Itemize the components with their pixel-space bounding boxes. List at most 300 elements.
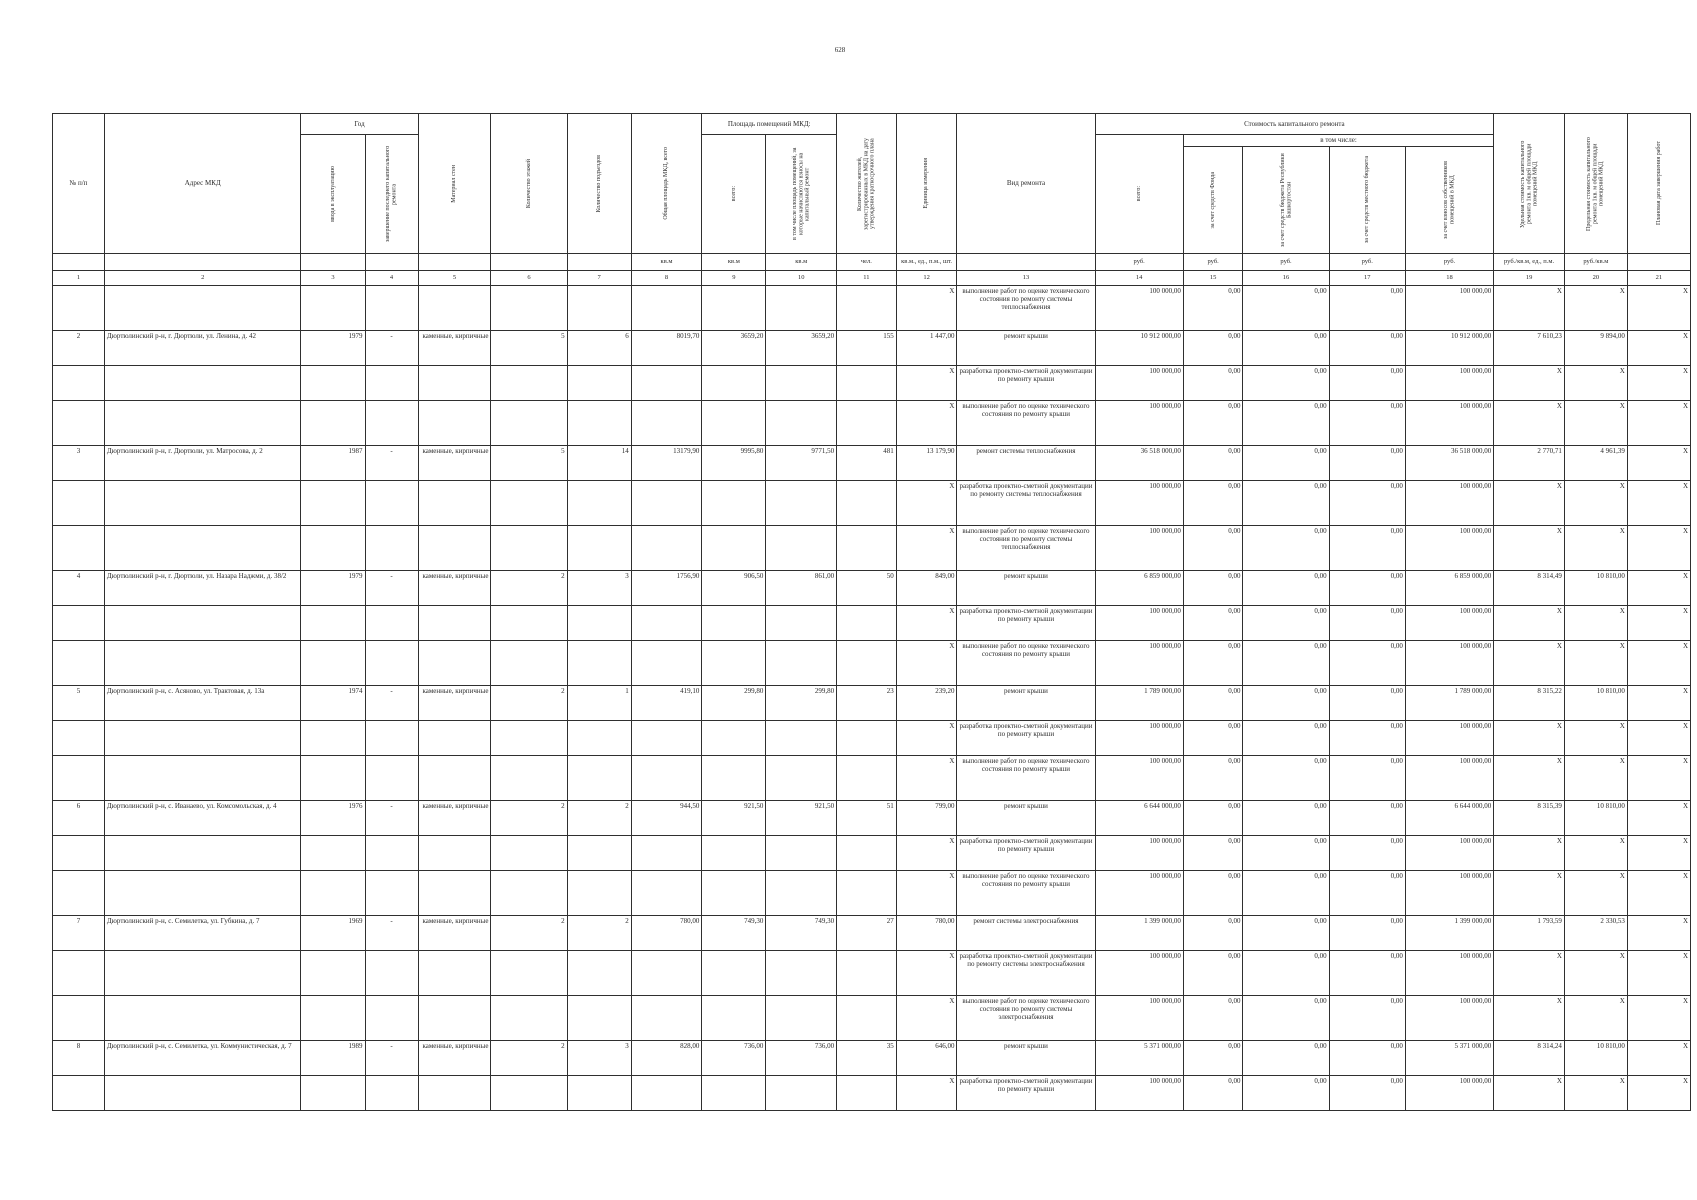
row-number [53,871,105,916]
cost-owners-cell: 100 000,00 [1405,401,1493,446]
entrances-cell [567,1076,631,1111]
column-number-cell: 11 [837,271,897,286]
header-cost-owners-label: за счет взносов собственников помещений в МКД [1443,161,1456,239]
wall-material-cell [418,606,491,641]
limit-cost-cell: 10 810,00 [1564,686,1627,721]
column-number-cell: 14 [1095,271,1183,286]
unit-cell: кв.м [766,254,837,271]
repair-type-cell: ремонт крыши [957,331,1095,366]
floors-cell [491,721,567,756]
table-row [53,401,1691,446]
cost-local-cell: 0,00 [1329,331,1405,366]
cost-owners-cell: 1 399 000,00 [1405,916,1493,951]
unit-cell [104,254,301,271]
column-number-cell: 15 [1183,271,1243,286]
year-commission-cell [301,756,365,801]
premises-paying-cell: 749,30 [766,916,837,951]
limit-cost-cell: 2 330,53 [1564,916,1627,951]
year-commission-cell [301,836,365,871]
cost-fund-cell: 0,00 [1183,951,1243,996]
cost-fund-cell: 0,00 [1183,721,1243,756]
year-last-repair-cell [365,951,418,996]
table-row [53,836,1691,871]
repair-type-cell: разработка проектно-сметной документации по ремонту системы теплоснабжения [957,481,1095,526]
unit-value-cell: 1 447,00 [896,331,957,366]
header-year-last-repair [365,135,418,254]
cost-fund-cell: 0,00 [1183,401,1243,446]
cost-republic-cell: 0,00 [1243,401,1329,446]
row-number [53,756,105,801]
unit-cell: кв.м., ед., п.м., шт. [896,254,957,271]
premises-paying-cell: 921,50 [766,801,837,836]
residents-cell: 155 [837,331,897,366]
year-last-repair-cell: - [365,916,418,951]
floors-cell [491,756,567,801]
repair-type-cell: ремонт крыши [957,571,1095,606]
premises-total-cell [702,401,766,446]
wall-material-cell [418,1076,491,1111]
address-cell [104,526,301,571]
residents-cell [837,401,897,446]
residents-cell [837,366,897,401]
header-residents-label: Количество жителей, зарегистрированных в МКД на дату утверждения краткосрочного плана [856,137,876,230]
cost-total-cell: 5 371 000,00 [1095,1041,1183,1076]
year-commission-cell: 1969 [301,916,365,951]
cost-local-cell: 0,00 [1329,871,1405,916]
premises-paying-cell [766,951,837,996]
cost-fund-cell: 0,00 [1183,526,1243,571]
residents-cell [837,481,897,526]
row-number: 5 [53,686,105,721]
cost-owners-cell: 10 912 000,00 [1405,331,1493,366]
total-area-cell [631,1076,702,1111]
address-cell [104,401,301,446]
residents-cell: 27 [837,916,897,951]
residents-cell [837,641,897,686]
cost-fund-cell: 0,00 [1183,836,1243,871]
cost-total-cell: 100 000,00 [1095,401,1183,446]
wall-material-cell [418,286,491,331]
year-commission-cell [301,1076,365,1111]
total-area-cell [631,606,702,641]
cost-fund-cell: 0,00 [1183,606,1243,641]
cost-total-cell: 10 912 000,00 [1095,331,1183,366]
column-number-cell: 4 [365,271,418,286]
floors-cell [491,951,567,996]
residents-cell [837,871,897,916]
table-row [53,951,1691,996]
row-number: 7 [53,916,105,951]
cost-local-cell: 0,00 [1329,366,1405,401]
unit-cell [957,254,1095,271]
unit-value-cell: X [896,366,957,401]
total-area-cell [631,641,702,686]
address-cell [104,951,301,996]
repair-type-cell: ремонт системы теплоснабжения [957,446,1095,481]
limit-cost-cell: 4 961,39 [1564,446,1627,481]
residents-cell [837,1076,897,1111]
entrances-cell [567,836,631,871]
column-numbers-row [53,271,1691,286]
cost-total-cell: 100 000,00 [1095,996,1183,1041]
row-number: 8 [53,1041,105,1076]
premises-total-cell [702,641,766,686]
year-last-repair-cell: - [365,446,418,481]
table-row [53,1041,1691,1076]
repair-type-cell: ремонт крыши [957,686,1095,721]
address-cell [104,721,301,756]
cost-owners-cell: 100 000,00 [1405,606,1493,641]
year-commission-cell: 1974 [301,686,365,721]
cost-republic-cell: 0,00 [1243,721,1329,756]
cost-republic-cell: 0,00 [1243,571,1329,606]
year-last-repair-cell [365,836,418,871]
cost-local-cell: 0,00 [1329,1076,1405,1111]
limit-cost-cell: 10 810,00 [1564,1041,1627,1076]
cost-local-cell: 0,00 [1329,951,1405,996]
year-last-repair-cell: - [365,331,418,366]
address-cell: Дюртюлинский р-н, с. Иванаево, ул. Комсомольская, д. 4 [104,801,301,836]
cost-owners-cell: 100 000,00 [1405,721,1493,756]
premises-paying-cell [766,286,837,331]
floors-cell: 2 [491,686,567,721]
header-address: Адрес МКД [104,114,301,254]
entrances-cell: 14 [567,446,631,481]
table-row [53,571,1691,606]
cost-republic-cell: 0,00 [1243,286,1329,331]
floors-cell [491,366,567,401]
table-row [53,641,1691,686]
unit-value-cell: 13 179,90 [896,446,957,481]
year-last-repair-cell [365,286,418,331]
premises-total-cell [702,951,766,996]
unit-value-cell: X [896,526,957,571]
address-cell: Дюртюлинский р-н, с. Семилетка, ул. Губкина, д. 7 [104,916,301,951]
year-commission-cell [301,641,365,686]
repair-type-cell: выполнение работ по оценке технического состояния по ремонту системы теплоснабжения [957,526,1095,571]
repair-type-cell: ремонт крыши [957,801,1095,836]
entrances-cell [567,526,631,571]
premises-total-cell [702,756,766,801]
repair-type-cell: разработка проектно-сметной документации по ремонту крыши [957,721,1095,756]
entrances-cell [567,401,631,446]
cost-local-cell: 0,00 [1329,721,1405,756]
entrances-cell [567,951,631,996]
wall-material-cell: каменные, кирпичные [418,446,491,481]
wall-material-cell: каменные, кирпичные [418,1041,491,1076]
premises-paying-cell [766,756,837,801]
header-wall-material [418,114,491,254]
address-cell [104,641,301,686]
row-number [53,836,105,871]
unit-cell: руб./кв.м [1564,254,1627,271]
cost-republic-cell: 0,00 [1243,836,1329,871]
plan-date-cell: X [1627,836,1690,871]
floors-cell [491,401,567,446]
repair-type-cell: разработка проектно-сметной документации по ремонту крыши [957,366,1095,401]
header-year-commission-label: ввода в эксплуатацию [329,166,336,222]
cost-owners-cell: 100 000,00 [1405,526,1493,571]
total-area-cell [631,721,702,756]
row-number [53,526,105,571]
unit-value-cell: 799,00 [896,801,957,836]
year-last-repair-cell [365,401,418,446]
column-number-cell: 13 [957,271,1095,286]
cost-total-cell: 100 000,00 [1095,1076,1183,1111]
cost-republic-cell: 0,00 [1243,871,1329,916]
table-row [53,481,1691,526]
cost-local-cell: 0,00 [1329,641,1405,686]
cost-owners-cell: 6 859 000,00 [1405,571,1493,606]
unit-value-cell: X [896,836,957,871]
row-number: 3 [53,446,105,481]
premises-paying-cell [766,481,837,526]
premises-paying-cell [766,1076,837,1111]
column-number-cell: 8 [631,271,702,286]
header-cost-fund [1183,147,1243,254]
cost-total-cell: 100 000,00 [1095,836,1183,871]
wall-material-cell [418,996,491,1041]
unit-value-cell: 849,00 [896,571,957,606]
cost-republic-cell: 0,00 [1243,331,1329,366]
unit-cell [53,254,105,271]
residents-cell: 35 [837,1041,897,1076]
limit-cost-cell: 10 810,00 [1564,571,1627,606]
column-number-cell: 16 [1243,271,1329,286]
cost-total-cell: 100 000,00 [1095,286,1183,331]
limit-cost-cell: X [1564,871,1627,916]
cost-fund-cell: 0,00 [1183,571,1243,606]
year-commission-cell [301,606,365,641]
premises-total-cell: 3659,20 [702,331,766,366]
cost-republic-cell: 0,00 [1243,686,1329,721]
premises-total-cell [702,721,766,756]
limit-cost-cell: X [1564,836,1627,871]
row-number [53,286,105,331]
unit-cost-cell: X [1494,481,1565,526]
limit-cost-cell: X [1564,481,1627,526]
entrances-cell: 1 [567,686,631,721]
cost-owners-cell: 6 644 000,00 [1405,801,1493,836]
wall-material-cell: каменные, кирпичные [418,801,491,836]
column-number-cell: 18 [1405,271,1493,286]
cost-owners-cell: 100 000,00 [1405,756,1493,801]
residents-cell [837,951,897,996]
row-number [53,481,105,526]
cost-local-cell: 0,00 [1329,571,1405,606]
header-floors [491,114,567,254]
header-unit-label: Единица измерения [923,158,930,209]
unit-cell: руб. [1405,254,1493,271]
total-area-cell [631,996,702,1041]
premises-paying-cell [766,641,837,686]
limit-cost-cell: X [1564,1076,1627,1111]
year-last-repair-cell [365,871,418,916]
cost-republic-cell: 0,00 [1243,526,1329,571]
table-row [53,801,1691,836]
column-number-cell: 21 [1627,271,1690,286]
plan-date-cell: X [1627,721,1690,756]
limit-cost-cell: X [1564,721,1627,756]
floors-cell: 5 [491,331,567,366]
premises-paying-cell: 736,00 [766,1041,837,1076]
total-area-cell [631,481,702,526]
header-unit [896,114,957,254]
premises-total-cell: 921,50 [702,801,766,836]
year-commission-cell [301,951,365,996]
unit-value-cell: X [896,641,957,686]
total-area-cell [631,951,702,996]
premises-paying-cell [766,366,837,401]
year-commission-cell: 1979 [301,331,365,366]
year-last-repair-cell: - [365,686,418,721]
entrances-cell [567,721,631,756]
entrances-cell [567,641,631,686]
cost-total-cell: 100 000,00 [1095,526,1183,571]
premises-total-cell [702,836,766,871]
cost-fund-cell: 0,00 [1183,446,1243,481]
entrances-cell: 6 [567,331,631,366]
wall-material-cell [418,836,491,871]
premises-paying-cell [766,606,837,641]
limit-cost-cell: X [1564,526,1627,571]
header-cost-republic-label: за счет средств бюджета Республики Башкортостан [1279,153,1293,247]
table-row [53,446,1691,481]
entrances-cell [567,756,631,801]
plan-date-cell: X [1627,641,1690,686]
cost-total-cell: 36 518 000,00 [1095,446,1183,481]
cost-local-cell: 0,00 [1329,836,1405,871]
unit-value-cell: X [896,871,957,916]
floors-cell [491,1076,567,1111]
premises-total-cell: 736,00 [702,1041,766,1076]
header-premises-total [702,135,766,254]
unit-value-cell: X [896,996,957,1041]
year-last-repair-cell [365,996,418,1041]
wall-material-cell [418,481,491,526]
residents-cell: 51 [837,801,897,836]
column-number-cell: 3 [301,271,365,286]
unit-cell [365,254,418,271]
cost-owners-cell: 100 000,00 [1405,481,1493,526]
header-premises-paying-label: в том числе площадь помещений, за которые начисляются взносы на капитальный ремонт [791,147,811,241]
plan-date-cell: X [1627,606,1690,641]
cost-total-cell: 1 789 000,00 [1095,686,1183,721]
unit-value-cell: X [896,721,957,756]
residents-cell [837,526,897,571]
cost-total-cell: 6 859 000,00 [1095,571,1183,606]
entrances-cell: 2 [567,801,631,836]
cost-owners-cell: 100 000,00 [1405,836,1493,871]
unit-cost-cell: X [1494,366,1565,401]
floors-cell: 5 [491,446,567,481]
total-area-cell: 419,10 [631,686,702,721]
cost-local-cell: 0,00 [1329,286,1405,331]
wall-material-cell [418,526,491,571]
floors-cell [491,641,567,686]
table-row [53,686,1691,721]
premises-total-cell: 9995,80 [702,446,766,481]
unit-cost-cell: X [1494,721,1565,756]
header-plan-date-label: Плановая дата завершения работ [1655,141,1662,226]
column-number-cell: 20 [1564,271,1627,286]
wall-material-cell: каменные, кирпичные [418,571,491,606]
plan-date-cell: X [1627,571,1690,606]
premises-total-cell [702,481,766,526]
premises-paying-cell [766,836,837,871]
table-body [53,286,1691,1111]
cost-owners-cell: 100 000,00 [1405,286,1493,331]
table-row [53,331,1691,366]
limit-cost-cell: X [1564,366,1627,401]
total-area-cell: 1756,90 [631,571,702,606]
table-row [53,916,1691,951]
cost-fund-cell: 0,00 [1183,366,1243,401]
cost-local-cell: 0,00 [1329,526,1405,571]
address-cell [104,871,301,916]
cost-owners-cell: 100 000,00 [1405,996,1493,1041]
floors-cell: 2 [491,1041,567,1076]
year-last-repair-cell: - [365,1041,418,1076]
cost-republic-cell: 0,00 [1243,1041,1329,1076]
cost-local-cell: 0,00 [1329,756,1405,801]
premises-paying-cell: 3659,20 [766,331,837,366]
year-last-repair-cell [365,1076,418,1111]
premises-paying-cell [766,721,837,756]
cost-local-cell: 0,00 [1329,446,1405,481]
header-unit-cost [1494,114,1565,254]
cost-republic-cell: 0,00 [1243,606,1329,641]
row-number [53,996,105,1041]
unit-cell [567,254,631,271]
cost-republic-cell: 0,00 [1243,916,1329,951]
cost-fund-cell: 0,00 [1183,686,1243,721]
header-cost-local [1329,147,1405,254]
cost-republic-cell: 0,00 [1243,996,1329,1041]
wall-material-cell [418,401,491,446]
address-cell: Дюртюлинский р-н, с. Семилетка, ул. Коммунистическая, д. 7 [104,1041,301,1076]
plan-date-cell: X [1627,801,1690,836]
address-cell: Дюртюлинский р-н, г. Дюртюли, ул. Назара Наджми, д. 38/2 [104,571,301,606]
unit-value-cell: X [896,756,957,801]
unit-cost-cell: X [1494,951,1565,996]
total-area-cell: 780,00 [631,916,702,951]
row-number [53,606,105,641]
unit-cost-cell: 7 610,23 [1494,331,1565,366]
wall-material-cell [418,871,491,916]
residents-cell [837,721,897,756]
unit-cell [418,254,491,271]
header-cost-total [1095,135,1183,254]
unit-cell: руб. [1243,254,1329,271]
total-area-cell: 13179,90 [631,446,702,481]
unit-cost-cell: 8 314,49 [1494,571,1565,606]
wall-material-cell [418,641,491,686]
cost-fund-cell: 0,00 [1183,331,1243,366]
premises-total-cell [702,606,766,641]
cost-republic-cell: 0,00 [1243,366,1329,401]
header-cost-total-label: всего: [1136,186,1143,202]
entrances-cell [567,996,631,1041]
address-cell [104,756,301,801]
plan-date-cell: X [1627,916,1690,951]
repair-type-cell: ремонт системы электроснабжения [957,916,1095,951]
header-total-area [631,114,702,254]
cost-republic-cell: 0,00 [1243,446,1329,481]
repair-type-cell: разработка проектно-сметной документации по ремонту крыши [957,1076,1095,1111]
year-commission-cell: 1976 [301,801,365,836]
year-last-repair-cell [365,366,418,401]
